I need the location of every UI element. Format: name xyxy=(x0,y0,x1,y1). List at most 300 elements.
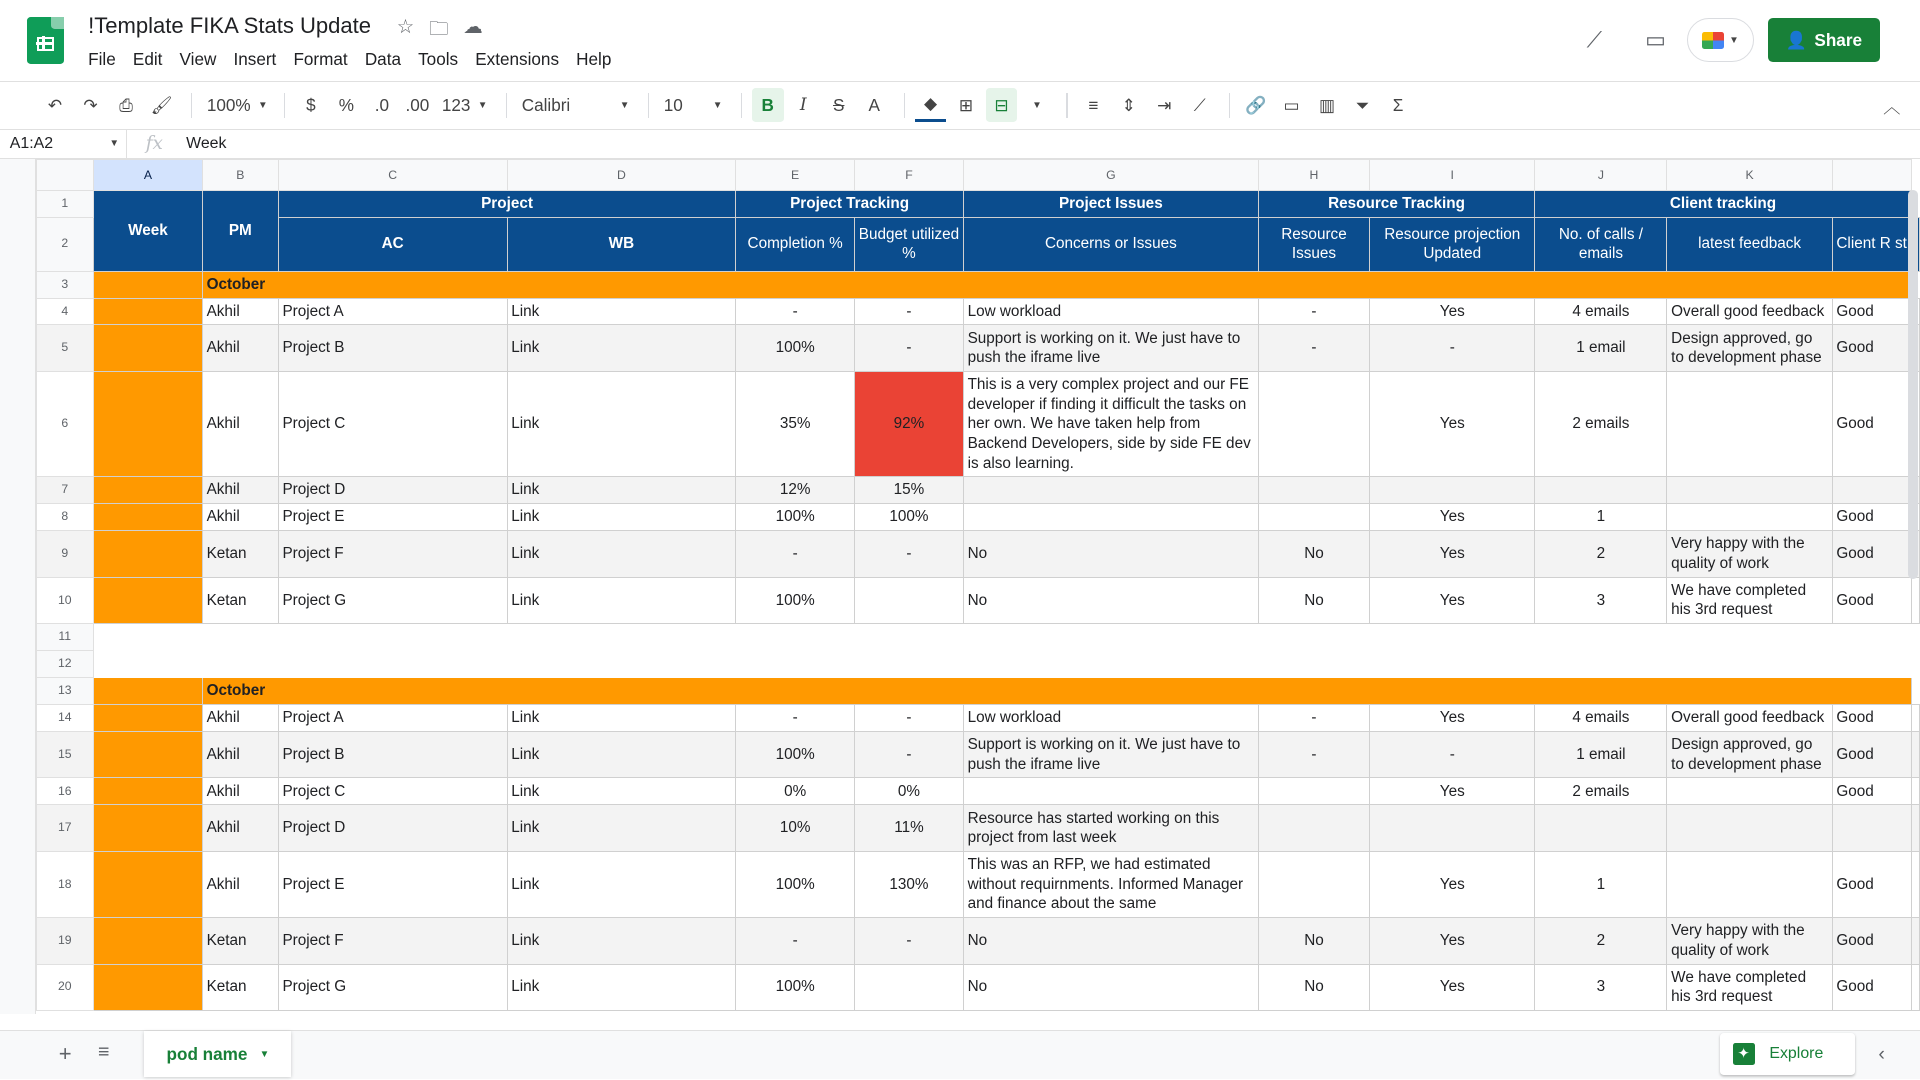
menu-insert[interactable]: Insert xyxy=(233,48,277,69)
move-folder-icon[interactable]: 🗀 xyxy=(428,17,449,40)
zoom-select[interactable]: 100% ▼ xyxy=(206,94,268,115)
cell[interactable] xyxy=(1370,805,1535,852)
cell[interactable] xyxy=(1535,805,1667,852)
cell[interactable] xyxy=(1911,705,1919,732)
column-header[interactable]: C xyxy=(278,160,507,191)
row-header[interactable]: 19 xyxy=(36,918,94,965)
cell[interactable]: Support is working on it. We just have to push the iframe live xyxy=(963,325,1258,372)
cell[interactable]: 4 emails xyxy=(1535,298,1667,325)
cell[interactable]: - xyxy=(855,325,964,372)
cell[interactable]: No xyxy=(1258,531,1369,578)
cell[interactable]: - xyxy=(855,918,964,965)
cell[interactable]: 3 xyxy=(1535,964,1667,1011)
cell[interactable]: 1 xyxy=(1535,504,1667,531)
column-header[interactable]: J xyxy=(1535,160,1667,191)
cell[interactable]: Link xyxy=(507,577,736,624)
undo-icon[interactable]: ↶ xyxy=(47,94,63,115)
cell[interactable]: No xyxy=(1258,964,1369,1011)
cell[interactable]: 12% xyxy=(736,477,855,504)
fill-color-icon[interactable]: ◆ xyxy=(915,88,947,122)
header-project-issues[interactable]: Project Issues xyxy=(963,190,1258,217)
spreadsheet-grid[interactable] xyxy=(0,159,1920,1014)
cell[interactable] xyxy=(1667,805,1832,852)
column-header[interactable]: A xyxy=(94,160,203,191)
week-cell[interactable] xyxy=(94,705,203,732)
comment-icon[interactable]: ▭ xyxy=(1645,27,1666,53)
row-header[interactable]: 4 xyxy=(36,298,94,325)
cell[interactable]: Good xyxy=(1832,851,1911,917)
header-resource-tracking[interactable]: Resource Tracking xyxy=(1258,190,1535,217)
cell[interactable] xyxy=(855,577,964,624)
menu-extensions[interactable]: Extensions xyxy=(475,48,560,69)
row-header[interactable]: 9 xyxy=(36,531,94,578)
cell[interactable]: Good xyxy=(1832,504,1911,531)
link-icon[interactable]: 🔗 xyxy=(1245,94,1267,115)
row-header[interactable]: 5 xyxy=(36,325,94,372)
cell[interactable]: 2 emails xyxy=(1535,371,1667,476)
cell[interactable]: - xyxy=(736,298,855,325)
cell[interactable]: Link xyxy=(507,805,736,852)
cell[interactable]: Link xyxy=(507,918,736,965)
cell[interactable]: - xyxy=(855,731,964,778)
cell[interactable]: Project D xyxy=(278,805,507,852)
cell[interactable] xyxy=(1258,477,1369,504)
cell[interactable]: We have completed his 3rd request xyxy=(1667,577,1832,624)
cell[interactable]: Project C xyxy=(278,371,507,476)
row-header[interactable]: 18 xyxy=(36,851,94,917)
cell[interactable] xyxy=(1832,805,1911,852)
header-concerns[interactable]: Concerns or Issues xyxy=(963,217,1258,271)
empty-cell[interactable] xyxy=(736,624,855,651)
text-color-icon[interactable]: A xyxy=(868,94,880,115)
cell[interactable] xyxy=(1832,477,1911,504)
cell[interactable] xyxy=(1258,504,1369,531)
week-cell[interactable] xyxy=(94,577,203,624)
font-size-select[interactable]: 10 ▼ xyxy=(663,94,723,115)
add-sheet-icon[interactable]: + xyxy=(58,1040,72,1066)
menu-edit[interactable]: Edit xyxy=(132,48,163,69)
cell[interactable]: Design approved, go to development phase xyxy=(1667,325,1832,372)
cell[interactable]: Project G xyxy=(278,577,507,624)
currency-format-button[interactable]: $ xyxy=(306,94,316,115)
empty-cell[interactable] xyxy=(1667,624,1832,651)
cell[interactable]: Ketan xyxy=(202,918,278,965)
text-rotation-icon[interactable]: ⟋ xyxy=(1193,94,1206,115)
cell[interactable]: Project A xyxy=(278,298,507,325)
empty-cell[interactable] xyxy=(963,651,1258,678)
cell[interactable]: Good xyxy=(1832,531,1911,578)
cell[interactable]: Akhil xyxy=(202,731,278,778)
column-header[interactable]: I xyxy=(1370,160,1535,191)
cell[interactable]: - xyxy=(1258,298,1369,325)
cell[interactable] xyxy=(1911,918,1919,965)
select-all-corner[interactable] xyxy=(36,160,94,191)
bold-icon[interactable]: B xyxy=(752,88,784,122)
column-header[interactable]: G xyxy=(963,160,1258,191)
header-project-tracking[interactable]: Project Tracking xyxy=(736,190,964,217)
cell[interactable] xyxy=(1667,477,1832,504)
empty-cell[interactable] xyxy=(963,624,1258,651)
cell[interactable]: Link xyxy=(507,778,736,805)
cell[interactable]: Yes xyxy=(1370,531,1535,578)
cell[interactable]: Good xyxy=(1832,325,1911,372)
cell[interactable]: Overall good feedback xyxy=(1667,705,1832,732)
column-header[interactable]: K xyxy=(1667,160,1832,191)
menu-data[interactable]: Data xyxy=(364,48,401,69)
empty-cell[interactable] xyxy=(94,651,203,678)
cell[interactable]: Yes xyxy=(1370,298,1535,325)
row-header[interactable]: 1 xyxy=(36,190,94,217)
empty-cell[interactable] xyxy=(1535,651,1667,678)
cell[interactable] xyxy=(1370,477,1535,504)
header-week[interactable]: Week xyxy=(94,190,203,271)
cell[interactable]: - xyxy=(736,531,855,578)
cell[interactable] xyxy=(1911,577,1919,624)
cell[interactable] xyxy=(1535,477,1667,504)
cell[interactable] xyxy=(1911,851,1919,917)
empty-cell[interactable] xyxy=(1832,624,1911,651)
meet-button[interactable] xyxy=(1687,18,1753,62)
chevron-left-icon[interactable]: ‹ xyxy=(1878,1043,1885,1066)
row-header[interactable]: 16 xyxy=(36,778,94,805)
cell[interactable]: Akhil xyxy=(202,851,278,917)
merge-cells-icon[interactable]: ⊟ xyxy=(986,88,1018,122)
cell[interactable]: Ketan xyxy=(202,964,278,1011)
column-header[interactable]: D xyxy=(507,160,736,191)
cell[interactable] xyxy=(1911,778,1919,805)
header-pm[interactable]: PM xyxy=(202,190,278,271)
empty-cell[interactable] xyxy=(94,624,203,651)
cell[interactable]: Good xyxy=(1832,731,1911,778)
cell[interactable] xyxy=(1667,851,1832,917)
week-cell[interactable] xyxy=(94,778,203,805)
row-header[interactable]: 13 xyxy=(36,678,94,705)
cell[interactable]: 100% xyxy=(736,851,855,917)
cell[interactable]: Link xyxy=(507,705,736,732)
cell[interactable]: This was an RFP, we had estimated without requirnments. Informed Manager and finance about the same xyxy=(963,851,1258,917)
cell[interactable]: Project G xyxy=(278,964,507,1011)
header-ac[interactable]: AC xyxy=(278,217,507,271)
column-header[interactable]: F xyxy=(855,160,964,191)
empty-cell[interactable] xyxy=(1370,624,1535,651)
italic-icon[interactable]: I xyxy=(799,95,807,116)
cell[interactable]: 0% xyxy=(736,778,855,805)
cell[interactable]: Ketan xyxy=(202,531,278,578)
row-header[interactable]: 17 xyxy=(36,805,94,852)
cell[interactable]: - xyxy=(1370,731,1535,778)
more-formats-select[interactable]: 123 ▼ xyxy=(441,94,488,115)
empty-cell[interactable] xyxy=(1832,651,1911,678)
cell[interactable]: - xyxy=(1258,731,1369,778)
cell[interactable]: Project D xyxy=(278,477,507,504)
row-header[interactable]: 3 xyxy=(36,271,94,298)
chevron-down-icon[interactable]: ▼ xyxy=(1032,99,1042,111)
cell[interactable]: Link xyxy=(507,477,736,504)
cell[interactable]: Akhil xyxy=(202,325,278,372)
cell[interactable]: Good xyxy=(1832,371,1911,476)
cell[interactable]: - xyxy=(855,705,964,732)
week-cell[interactable] xyxy=(94,504,203,531)
cell[interactable]: - xyxy=(855,531,964,578)
cell[interactable]: Akhil xyxy=(202,477,278,504)
cell[interactable]: Project B xyxy=(278,731,507,778)
week-cell[interactable] xyxy=(94,477,203,504)
week-cell[interactable] xyxy=(94,271,203,298)
column-header[interactable]: B xyxy=(202,160,278,191)
cell[interactable]: 35% xyxy=(736,371,855,476)
row-header[interactable]: 20 xyxy=(36,964,94,1011)
cell[interactable]: Project F xyxy=(278,531,507,578)
week-cell[interactable] xyxy=(94,325,203,372)
sheet-tab[interactable]: pod name ▼ xyxy=(144,1031,291,1078)
week-cell[interactable] xyxy=(94,918,203,965)
cell[interactable]: Project B xyxy=(278,325,507,372)
cell[interactable]: 130% xyxy=(855,851,964,917)
cell[interactable] xyxy=(1258,778,1369,805)
horizontal-align-icon[interactable]: ≡ xyxy=(1088,94,1099,115)
cell[interactable]: - xyxy=(736,705,855,732)
cell[interactable]: Akhil xyxy=(202,504,278,531)
activity-trend-icon[interactable]: ⟋ xyxy=(1586,27,1603,53)
cloud-status-icon[interactable]: ☁ xyxy=(463,15,483,38)
strikethrough-icon[interactable]: S xyxy=(833,94,845,115)
menu-file[interactable]: File xyxy=(88,48,116,69)
empty-cell[interactable] xyxy=(1535,624,1667,651)
cell[interactable]: No xyxy=(963,964,1258,1011)
cell[interactable] xyxy=(1258,805,1369,852)
cell[interactable]: 0% xyxy=(855,778,964,805)
header-calls[interactable]: No. of calls / emails xyxy=(1535,217,1667,271)
cell[interactable]: 100% xyxy=(855,504,964,531)
cell[interactable]: Support is working on it. We just have to push the iframe live xyxy=(963,731,1258,778)
cell[interactable]: Yes xyxy=(1370,851,1535,917)
cell[interactable]: Link xyxy=(507,371,736,476)
month-label[interactable]: October xyxy=(202,271,1911,298)
cell[interactable]: Good xyxy=(1832,298,1911,325)
column-header[interactable]: E xyxy=(736,160,855,191)
header-project[interactable]: Project xyxy=(278,190,736,217)
font-family-select[interactable]: Calibri ▼ xyxy=(521,94,630,115)
week-cell[interactable] xyxy=(94,851,203,917)
cell[interactable]: 2 xyxy=(1535,531,1667,578)
empty-cell[interactable] xyxy=(507,651,736,678)
document-title[interactable]: !Template FIKA Stats Update xyxy=(88,13,372,39)
redo-icon[interactable]: ↷ xyxy=(83,94,98,115)
header-resource-projection[interactable]: Resource projection Updated xyxy=(1370,217,1535,271)
empty-cell[interactable] xyxy=(1258,651,1369,678)
empty-cell[interactable] xyxy=(278,624,507,651)
row-header[interactable]: 11 xyxy=(36,624,94,651)
cell[interactable]: Low workload xyxy=(963,298,1258,325)
empty-cell[interactable] xyxy=(1370,651,1535,678)
cell[interactable]: Yes xyxy=(1370,705,1535,732)
explore-button[interactable]: ✦ Explore xyxy=(1720,1033,1855,1075)
cell[interactable]: Akhil xyxy=(202,778,278,805)
header-resource-issues[interactable]: Resource Issues xyxy=(1258,217,1369,271)
functions-icon[interactable]: Σ xyxy=(1392,94,1404,115)
name-box[interactable]: A1:A2 ▼ xyxy=(0,129,127,158)
row-header[interactable]: 12 xyxy=(36,651,94,678)
cell[interactable]: 1 email xyxy=(1535,731,1667,778)
cell[interactable]: Yes xyxy=(1370,778,1535,805)
header-client-rating[interactable]: Client R st xyxy=(1832,217,1911,271)
cell[interactable]: Design approved, go to development phase xyxy=(1667,731,1832,778)
row-header[interactable]: 14 xyxy=(36,705,94,732)
cell[interactable]: 15% xyxy=(855,477,964,504)
cell[interactable]: 1 email xyxy=(1535,325,1667,372)
cell[interactable]: Yes xyxy=(1370,577,1535,624)
cell[interactable]: Akhil xyxy=(202,298,278,325)
empty-cell[interactable] xyxy=(278,651,507,678)
cell[interactable]: 92% xyxy=(855,371,964,476)
cell[interactable]: 2 emails xyxy=(1535,778,1667,805)
week-cell[interactable] xyxy=(94,298,203,325)
cell[interactable] xyxy=(963,778,1258,805)
header-completion[interactable]: Completion % xyxy=(736,217,855,271)
empty-cell[interactable] xyxy=(1258,624,1369,651)
week-cell[interactable] xyxy=(94,964,203,1011)
cell[interactable]: No xyxy=(1258,918,1369,965)
cell[interactable]: Good xyxy=(1832,778,1911,805)
cell[interactable]: 11% xyxy=(855,805,964,852)
cell[interactable]: Project E xyxy=(278,851,507,917)
cell[interactable]: Link xyxy=(507,531,736,578)
cell[interactable]: Link xyxy=(507,731,736,778)
cell[interactable]: - xyxy=(1258,325,1369,372)
month-label[interactable]: October xyxy=(202,678,1911,705)
cell[interactable]: Link xyxy=(507,504,736,531)
cell[interactable]: Yes xyxy=(1370,371,1535,476)
cell[interactable]: Yes xyxy=(1370,504,1535,531)
cell[interactable] xyxy=(855,964,964,1011)
cell[interactable] xyxy=(1911,805,1919,852)
header-budget[interactable]: Budget utilized % xyxy=(855,217,964,271)
cell[interactable]: Very happy with the quality of work xyxy=(1667,531,1832,578)
empty-cell[interactable] xyxy=(855,624,964,651)
cell[interactable]: Yes xyxy=(1370,964,1535,1011)
sheets-logo-icon[interactable] xyxy=(27,17,64,64)
decrease-decimal-button[interactable]: .0 xyxy=(374,94,390,115)
cell[interactable]: Low workload xyxy=(963,705,1258,732)
cell[interactable]: No xyxy=(963,577,1258,624)
cell[interactable]: Ketan xyxy=(202,577,278,624)
cell[interactable] xyxy=(963,477,1258,504)
cell[interactable]: 100% xyxy=(736,577,855,624)
row-header[interactable]: 6 xyxy=(36,371,94,476)
week-cell[interactable] xyxy=(94,731,203,778)
empty-cell[interactable] xyxy=(855,651,964,678)
cell[interactable]: Akhil xyxy=(202,371,278,476)
cell[interactable]: Link xyxy=(507,851,736,917)
cell[interactable]: Good xyxy=(1832,705,1911,732)
cell[interactable]: 100% xyxy=(736,964,855,1011)
cell[interactable]: 100% xyxy=(736,731,855,778)
cell[interactable]: Yes xyxy=(1370,918,1535,965)
cell[interactable]: 100% xyxy=(736,504,855,531)
insert-chart-icon[interactable]: ▥ xyxy=(1318,94,1336,115)
cell[interactable]: 3 xyxy=(1535,577,1667,624)
cell[interactable]: This is a very complex project and our FE developer if finding it difficult the tasks on her own. We have taken help from Backend Developers, side by side FE dev is also learning. xyxy=(963,371,1258,476)
empty-cell[interactable] xyxy=(1667,651,1832,678)
row-header[interactable]: 8 xyxy=(36,504,94,531)
menu-tools[interactable]: Tools xyxy=(418,48,459,69)
cell[interactable] xyxy=(1911,731,1919,778)
row-header[interactable]: 7 xyxy=(36,477,94,504)
cell[interactable]: Project C xyxy=(278,778,507,805)
menu-help[interactable]: Help xyxy=(576,48,612,69)
empty-cell[interactable] xyxy=(507,624,736,651)
empty-cell[interactable] xyxy=(736,651,855,678)
star-icon[interactable]: ☆ xyxy=(396,15,415,38)
cell[interactable] xyxy=(1911,964,1919,1011)
cell[interactable]: - xyxy=(1370,325,1535,372)
cell[interactable]: Project A xyxy=(278,705,507,732)
cell[interactable]: No xyxy=(963,918,1258,965)
text-wrap-icon[interactable]: ⇥ xyxy=(1157,94,1172,115)
cell[interactable]: Resource has started working on this project from last week xyxy=(963,805,1258,852)
cell[interactable]: Very happy with the quality of work xyxy=(1667,918,1832,965)
empty-cell[interactable] xyxy=(202,624,278,651)
filter-icon[interactable]: ⏷ xyxy=(1355,94,1370,115)
cell[interactable]: No xyxy=(1258,577,1369,624)
row-header[interactable]: 2 xyxy=(36,217,94,271)
cell[interactable]: Good xyxy=(1832,964,1911,1011)
week-cell[interactable] xyxy=(94,805,203,852)
header-feedback[interactable]: latest feedback xyxy=(1667,217,1832,271)
cell[interactable] xyxy=(1258,371,1369,476)
cell[interactable]: Good xyxy=(1832,918,1911,965)
cell[interactable] xyxy=(1667,504,1832,531)
week-cell[interactable] xyxy=(94,678,203,705)
column-header[interactable] xyxy=(1832,160,1911,191)
cell[interactable]: Overall good feedback xyxy=(1667,298,1832,325)
cell[interactable]: Good xyxy=(1832,577,1911,624)
cell[interactable]: 1 xyxy=(1535,851,1667,917)
percent-format-button[interactable]: % xyxy=(338,94,354,115)
all-sheets-icon[interactable]: ≡ xyxy=(97,1040,110,1063)
cell[interactable] xyxy=(1667,778,1832,805)
week-cell[interactable] xyxy=(94,371,203,476)
cell[interactable]: 100% xyxy=(736,325,855,372)
share-button[interactable]: 👤 Share xyxy=(1768,18,1879,62)
cell[interactable]: Link xyxy=(507,964,736,1011)
vertical-align-icon[interactable]: ⇕ xyxy=(1121,94,1136,115)
row-header[interactable]: 10 xyxy=(36,577,94,624)
cell[interactable]: Project F xyxy=(278,918,507,965)
cell[interactable]: Link xyxy=(507,325,736,372)
cell[interactable]: We have completed his 3rd request xyxy=(1667,964,1832,1011)
cell[interactable]: - xyxy=(855,298,964,325)
cell[interactable]: No xyxy=(963,531,1258,578)
menu-view[interactable]: View xyxy=(179,48,217,69)
increase-decimal-button[interactable]: .00 xyxy=(405,94,430,115)
cell[interactable] xyxy=(1667,371,1832,476)
cell[interactable]: 2 xyxy=(1535,918,1667,965)
cell[interactable]: Akhil xyxy=(202,805,278,852)
cell[interactable]: Link xyxy=(507,298,736,325)
collapse-menus-icon[interactable]: ︿ xyxy=(1883,96,1901,117)
header-client-tracking[interactable]: Client tracking xyxy=(1535,190,1911,217)
paint-format-icon[interactable]: 🖌 xyxy=(150,94,173,115)
header-wb[interactable]: WB xyxy=(507,217,736,271)
borders-icon[interactable]: ⊞ xyxy=(958,94,974,115)
cell[interactable]: 10% xyxy=(736,805,855,852)
print-icon[interactable]: ⎙ xyxy=(119,94,133,115)
formula-input[interactable]: Week xyxy=(186,134,227,152)
cell[interactable]: Akhil xyxy=(202,705,278,732)
menu-format[interactable]: Format xyxy=(293,48,348,69)
row-header[interactable]: 15 xyxy=(36,731,94,778)
